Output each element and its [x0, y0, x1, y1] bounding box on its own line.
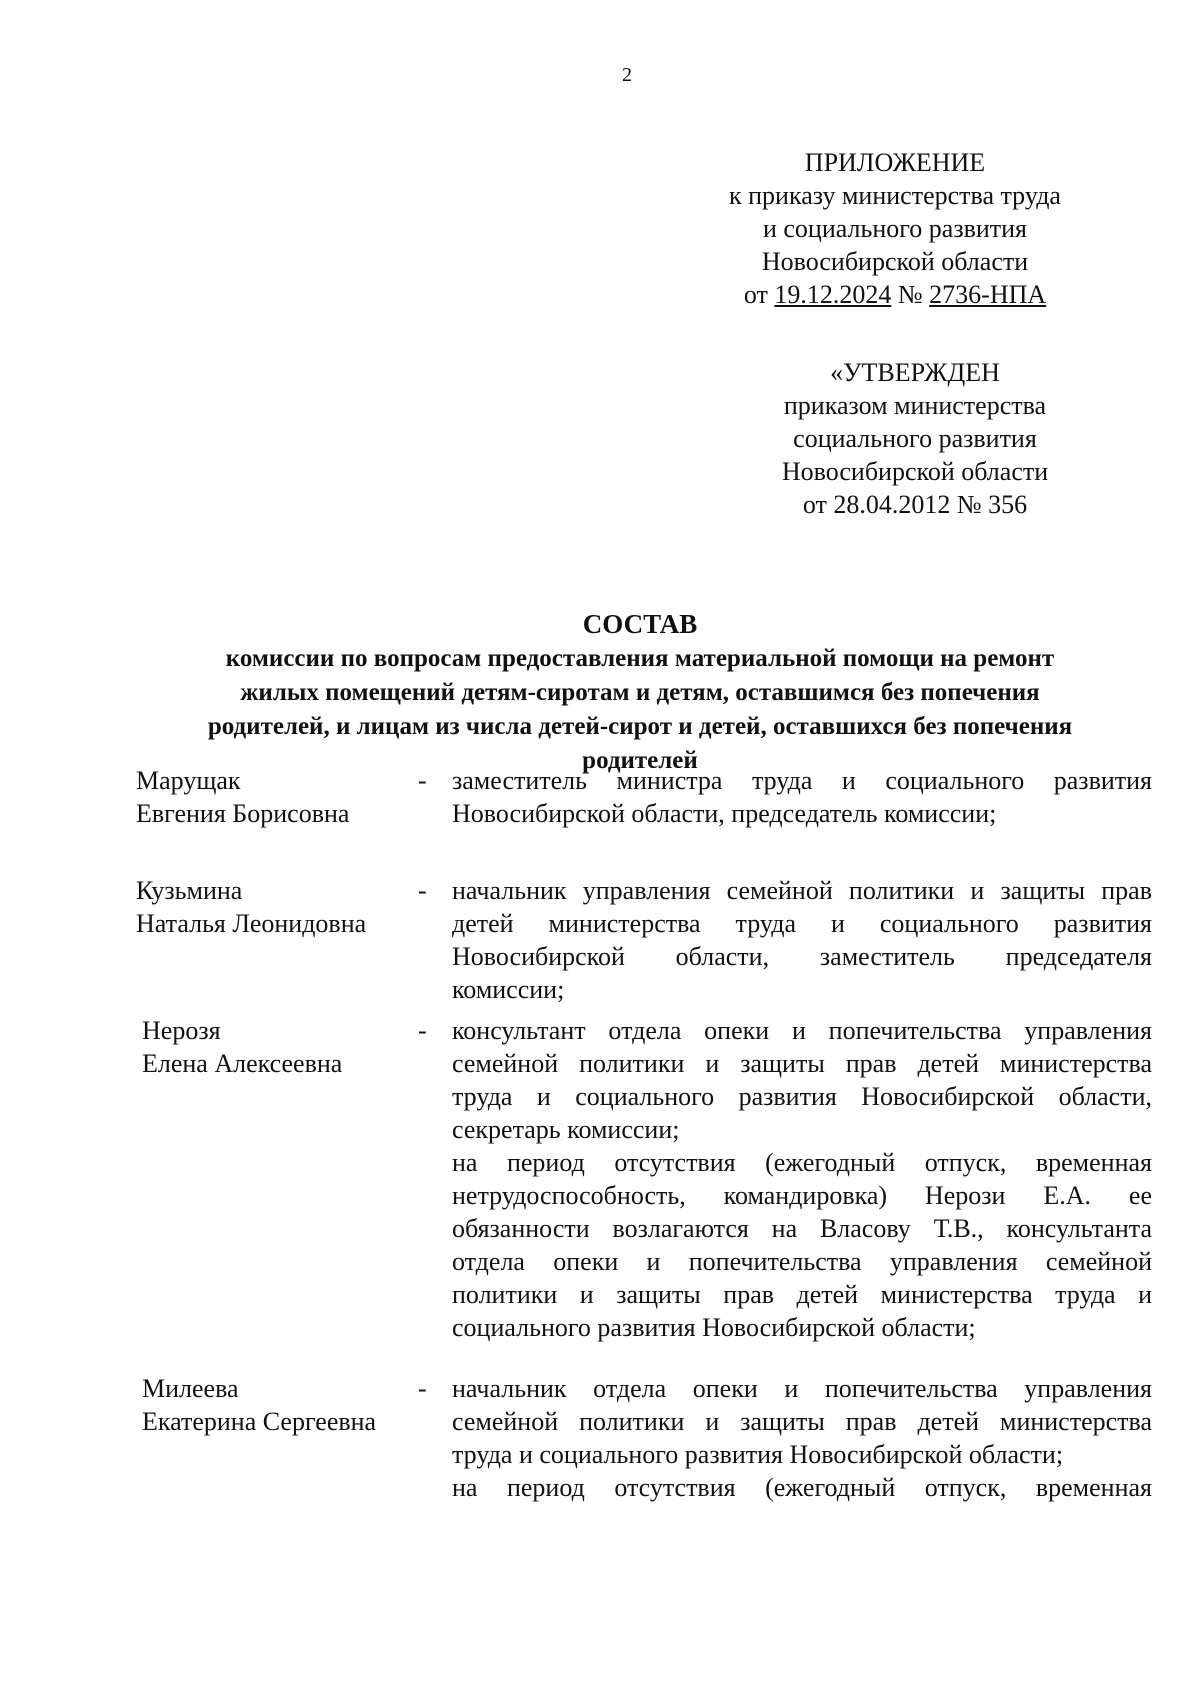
approved-heading: «УТВЕРЖДЕН [830, 358, 1000, 387]
role-line: консультант отдела опеки и попечительства управления [452, 1016, 1152, 1045]
member-dash: - [418, 876, 427, 905]
member-given-name: Екатерина Сергеевна [142, 1407, 377, 1436]
approved-line-1: приказом министерства [783, 391, 1047, 420]
role-line: социального развития Новосибирской области; [452, 1313, 976, 1342]
member-role [452, 764, 1152, 830]
member-role [452, 1372, 1152, 1504]
member-given-name: Евгения Борисовна [136, 799, 350, 828]
appendix-line-3: Новосибирской области [761, 247, 1029, 276]
title-main: СОСТАВ [582, 609, 698, 639]
role-line: Новосибирской области, заместитель председателя [452, 942, 1152, 971]
page-number: 2 [622, 64, 632, 86]
member-surname: Марущак [136, 766, 241, 795]
appendix-line-2: и социального развития [762, 214, 1028, 243]
role-line: начальник отдела опеки и попечительства управления [452, 1374, 1152, 1403]
member-name [136, 874, 396, 940]
role-line: политики и защиты прав детей министерства труда и [452, 1280, 1152, 1309]
member-dash: - [418, 766, 427, 795]
member-given-name: Наталья Леонидовна [136, 909, 367, 938]
role-line: секретарь комиссии; [452, 1115, 680, 1144]
role-line: семейной политики и защиты прав детей министерства [452, 1407, 1152, 1436]
title-sub-line: жилых помещений детям-сиротам и детям, оставшимся без попечения [240, 679, 1040, 706]
member-dash: - [418, 1016, 427, 1045]
approved-block [760, 356, 1070, 521]
appendix-line-1: к приказу министерства труда [729, 181, 1061, 210]
appendix-date-prefix: от [743, 280, 775, 309]
member-role [452, 1014, 1152, 1344]
appendix-order-line [690, 278, 1100, 311]
member-dash: - [418, 1374, 427, 1403]
appendix-block [690, 146, 1100, 311]
member-surname: Нерозя [142, 1016, 221, 1045]
member-name [142, 1372, 402, 1438]
role-line: труда и социального развития Новосибирской области, [452, 1082, 1152, 1111]
role-line: семейной политики и защиты прав детей министерства [452, 1049, 1152, 1078]
appendix-number: 2736-НПА [929, 280, 1047, 309]
title-sub-line: родителей, и лицам из числа детей-сирот и детей, оставшихся без попечения [207, 713, 1073, 740]
role-line: отдела опеки и попечительства управления семейной [452, 1247, 1152, 1276]
title-sub-line: комиссии по вопросам предоставления материальной помощи на ремонт [225, 645, 1055, 672]
role-line: на период отсутствия (ежегодный отпуск, временная [452, 1148, 1152, 1177]
role-line: начальник управления семейной политики и защиты прав [452, 876, 1152, 905]
document-title [140, 606, 1140, 778]
appendix-number-prefix: № [891, 280, 930, 309]
role-line: обязанности возлагаются на Власову Т.В., консультанта [452, 1214, 1152, 1243]
member-role [452, 874, 1152, 1006]
approved-line-2: социального развития [793, 424, 1037, 453]
title-sub-line: родителей [582, 747, 698, 774]
role-line: на период отсутствия (ежегодный отпуск, временная [452, 1473, 1152, 1502]
role-line: комиссии; [452, 975, 565, 1004]
role-line: нетрудоспособность, командировка) Нерози Е.А. ее [452, 1181, 1152, 1210]
role-line: детей министерства труда и социального развития [452, 909, 1152, 938]
member-name [136, 764, 396, 830]
role-line: труда и социального развития Новосибирской области; [452, 1440, 1064, 1469]
member-given-name: Елена Алексеевна [142, 1049, 343, 1078]
appendix-date: 19.12.2024 [774, 280, 892, 309]
member-name [142, 1014, 402, 1080]
member-surname: Милеева [142, 1374, 239, 1403]
approved-line-4: от 28.04.2012 № 356 [802, 490, 1028, 519]
appendix-heading: ПРИЛОЖЕНИЕ [804, 148, 986, 177]
member-surname: Кузьмина [136, 876, 243, 905]
role-line: Новосибирской области, председатель комиссии; [452, 799, 997, 828]
approved-line-3: Новосибирской области [781, 457, 1049, 486]
title-subtitle [140, 642, 1140, 778]
role-line: заместитель министра труда и социального развития [452, 766, 1152, 795]
